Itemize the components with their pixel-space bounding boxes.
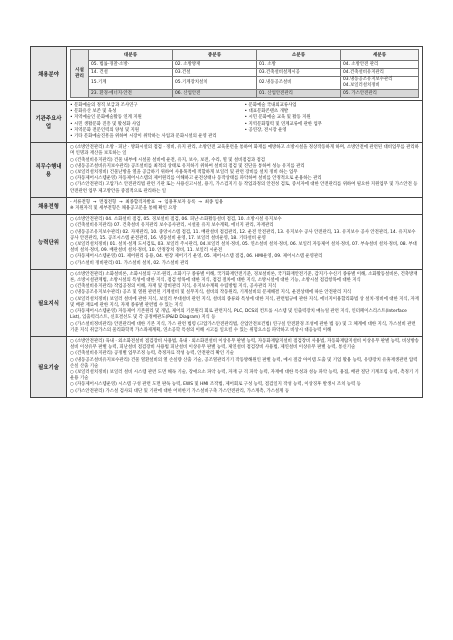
duties-label: 직무수행내용 <box>31 143 67 198</box>
duties-text: ○ (소방안전관리) 소방 · 피난 · 방화시설의 점검 · 정비, 유지 관리, 소방안전 교육훈련을 통하여 화재를 예방하고 소방시설을 정상작동하게 하며, 소방안전에 관련된 대비업무를 관리하며 인명과 재산을 보호하는 일 ○ (건축설비유지관리) 건물 내부에 시설물 설비에 운전, 유지, 보수, 보전, 수리, 열 및 설비점검과 점검 ○ (냉동공조설비유지보수관리) 공조설비를 최적의 상태로 유지하기 위하여 설비의 점검 및 진단을 통하여 성능 유지를 관리 ○ (보일러설치정비) 건물난방을 열을 공급하기 위하여 사용목적에 적합하게 보일러 및 관련 장비를 설치 정비 하는 업무 ○ (자동제어시스템운영) 자동제어시스템의 제어원리를 이해하고 운전상태나 동작상태를 파악하여 설비를 안정적으로 운용하는 관리 ○ (가스안전관리) 고압가스 안전관리법 관련 기관 또는 사용신고시설, 용기, 가스검지기 등 작업과정의 안전성 검토, 증서자에 대한 안전관리를 위하여 필요한 지원업무 및 가스안전 등 안전관련 업무 제고방안을 중점적으로 관리하는 일 <box>67 143 423 198</box>
job-description-table <box>30 46 423 398</box>
duties-row <box>31 143 423 198</box>
abilities-text: ○ (소방안전관리) 04. 소화설비 점검, 05. 경보설비 점검, 06. 피난·소화활동설비 점검, 10. 소방시설 유지보수 ○ (건축설비유지관리) 07. 건축설비 유지관리 보수공사관리, 시설물 유지 보수계획, 에너지 관리, 자재관리 ○ (냉동공조유지보수관리) 02. 자재관리, 10. 중앙시스템 점검, 11. 배관설비 점검관리, 12. 운전 안전관리, 13. 유지보수 공사 안전관리, 13. 유지보수 공사 안전관리, 14. 유지보수 공사 안전관리, 15. 공조시스템 운전관리, 16. 냉동설비 운영, 17. 보일러 설비운영, 18. 기타설비 운영 ○ (보일러설치정비) 01. 설치·설계 도서검토, 03. 보일러 주시관리, 04.보일러 설치·정비, 05. 연소설비 설치·정비, 06. 보일러 자동제어 설치·정비, 07. 부속설비 설치·정비, 08. 부대설비 설치·정비, 09. 배관설비 설치·정비, 10. 안정장치 정비, 11. 보일러 시운전 ○ (자동제어시스템운영) 01. 제어원리 응용, 04. 현장 제어기기 운영, 05. 제어시스템 점검, 06. HMI운영, 09. 제어시스템 운영관리 ○ (가스설비 정비관리) 01. 가스설비 설치, 02. 가스설비 관리 <box>67 215 423 270</box>
process-steps: - 서류전형 → 면접전형 → 최종합격자발표 → 임용후보자 등록 → 최종 임용 <box>70 199 224 205</box>
skills-row <box>31 336 423 397</box>
process-row <box>31 197 423 214</box>
classification-item: 15.기계 05.기계장치설치 02.냉동공조설비 03.냉동공조유지보수관리 04.보일러설치정비 <box>71 77 419 90</box>
process-note: ※ 지원자격 및 세부전형은 채용공고문을 통해 확인 요망 <box>70 206 177 212</box>
skills-text: ○ (소방안전관리) 육내 · 외소화전설비 점검장비 사용법, 육내 · 외소화전설비 이상유무 판별 능력, 자동화재탐지설비 점검장비 사용법, 자동화재탐지설비 이상유무 판별 능력, 비상방송설비 이상유무 판별 능력, 피난설비 점검장비 사용법 피난설비 이상유무 판별 능력, 제연설비 점검장비 사용법, 제연설비 이상유무 판별 능력, 통신기술 ○ (건축설비유지관리) 공정별 업무조정 능력, 측정자료 작성 능력, 안전관리 확인 기술 ○ (냉동공조설비유지보수관리) 건물 열환설비의 열 손실량 산출 기술, 공조열관리기기 작동방해원인 판별 능력, 예시 절감 아이템 도출 및 기업 활용 능력, 유량장치 유휴재생관련 압력손실 산출 기술 ○ (보일러설치정비) 보일러 설비 시스템 관련 도면 해독 기술, 장애요소 파악 능력, 자재 규 격 파악 능력, 자재에 대한 특성과 성능 파악 능력, 용접, 배관 절단 기계조립 능력, 측정기 기 운용 기술 ○ (자동제어시스템운영) 시스템 구성 관련 도면 판독 능력, EWS 및 HMI 조작법, 제어회로 구성 능력, 점검일지 작성 능력, 이상징후 발생시 조치 능력 등 ○ (가스안전관리) 가스설 검사되 대단 및 기관에 대한 어떠한기 가스설비구축 가스안전관리, 가스계측, 가스설계 등 <box>67 336 423 397</box>
facility-label: 시설 관리 <box>71 50 89 98</box>
mission-row <box>31 101 423 143</box>
process-label: 채용전형 <box>31 197 67 214</box>
knowledge-label: 필요지식 <box>31 269 67 336</box>
job-description-page <box>30 46 423 398</box>
header-major: 대분류 <box>89 50 173 61</box>
mission-right: • 문화예술 국내외교류사업 • 대표문화콘텐츠 개발 • 시민 문화예술 교육 및 활동 지원 • 지역문화협력 및 연계교류에 관한 업무 • 공연장, 전시장 운영 <box>244 103 322 133</box>
skills-label: 필요기술 <box>31 336 67 397</box>
mission-left: • 문화예술의 정직 보급과 조사연구 • 문화유산 보존 및 육성 • 지역예술인 문화예술활동 연계 지원 • 시민 생활문화 진흥 및 활성화 사업 • 지역문화 전문인력의 양성 및 지원 <box>70 103 142 133</box>
header-minor: 소분류 <box>257 50 341 61</box>
mission-bottom: • 기타 문화예술진흥을 위하여 시장이 위탁하는 사업과 문화시설의 운영 관리 <box>70 134 217 140</box>
mission-label: 기관주요사업 <box>31 101 67 143</box>
abilities-row <box>31 215 423 270</box>
header-middle: 중분류 <box>173 50 257 61</box>
header-detail: 세분류 <box>341 50 419 61</box>
classification-table <box>70 49 419 98</box>
classification-item: 23. 환경·에너지·안전 06. 산업안전 01. 산업안전관리 05. 가스안전관리 <box>71 90 419 98</box>
knowledge-row <box>31 269 423 336</box>
knowledge-text: ○ (소방안전관리) 소화설비론, 소화시설의 구조·원리, 소화기구 종류별 이해, 국가화재안전기준, 경보설비론, 국가화재안전기준, 감지기·수신기 종류별 이해, 소화활동설비론, 건축방재론, 소방시설관계법, 소방시설의 특성에 대한 지식, 점검 항목에 대한 지식, 점검 절차에 대한 지식, 소방시설에 대한 기능, 소방시설 점검항목에 대한 지식 ○ (건축설비유지관리) 작업공정의 이해, 자재 및 장비관리 지식, 유지보수계획 수립방법 지식, 공사관리 지식 ○ (냉동공조유지보수관리) 공조 및 열원 관련된 기계설비 및 실무지식, 설비의 작동원리, 기계설비의 문제해결 지식, 운전상태에 따른 안전관리 지식 ○ (보일러설치정비) 보일러 설비에 관한 지식, 보일러 부대설비 관련 지식, 설비의 종류와 특성에 대한 지식, 관련법규에 관한 지식, 에너지이용합리화법 상 설치·정비에 대한 지식, 자재 및 배관 재료에 관한 지식, 자재 종류별 관련법 수 있는 지식 ○ (자동제어시스템운영) 자동제어 기본원리 및 개념, 제어의 기본원리 회로 관련지식, PLC, DCS외 컨트롤 시스템 및 인출력장치 매뉴얼 관련 지식, 인터페이스리스트(Interface List), 입출력리스트, 신호결선도 및 각 공정배관도(P&ID Diagram) 지식 등 ○ (가스설비정비관리) 안전관리에 대한 기본 지식, 가스 관련 법령 (고압가스안전관리법, 산업안전보건법) 연구실 안전환경 조성에 관한 법 등) 및 그 체계에 대한 지식, 가스설비 관련 기준 지식 취급가스의 물리화학적 가스좌제계획, 연소공학 특성의 이해 시고를 일으킬 수 있는 위험요소를 파악하고 비상시 대응능력 이해 <box>67 269 423 336</box>
classification-row <box>31 47 423 101</box>
classification-item: 05. 법률·경찰·소방· 02. 소방방재 01. 소방 04. 소방안전 관리 <box>71 61 419 69</box>
classification-item: 14. 건설 03.건설 03.건축설비설계시공 04.건축설비유지관리 <box>71 69 419 77</box>
abilities-label: 능력단위 <box>31 215 67 270</box>
classification-label: 채용분야 <box>31 47 67 101</box>
